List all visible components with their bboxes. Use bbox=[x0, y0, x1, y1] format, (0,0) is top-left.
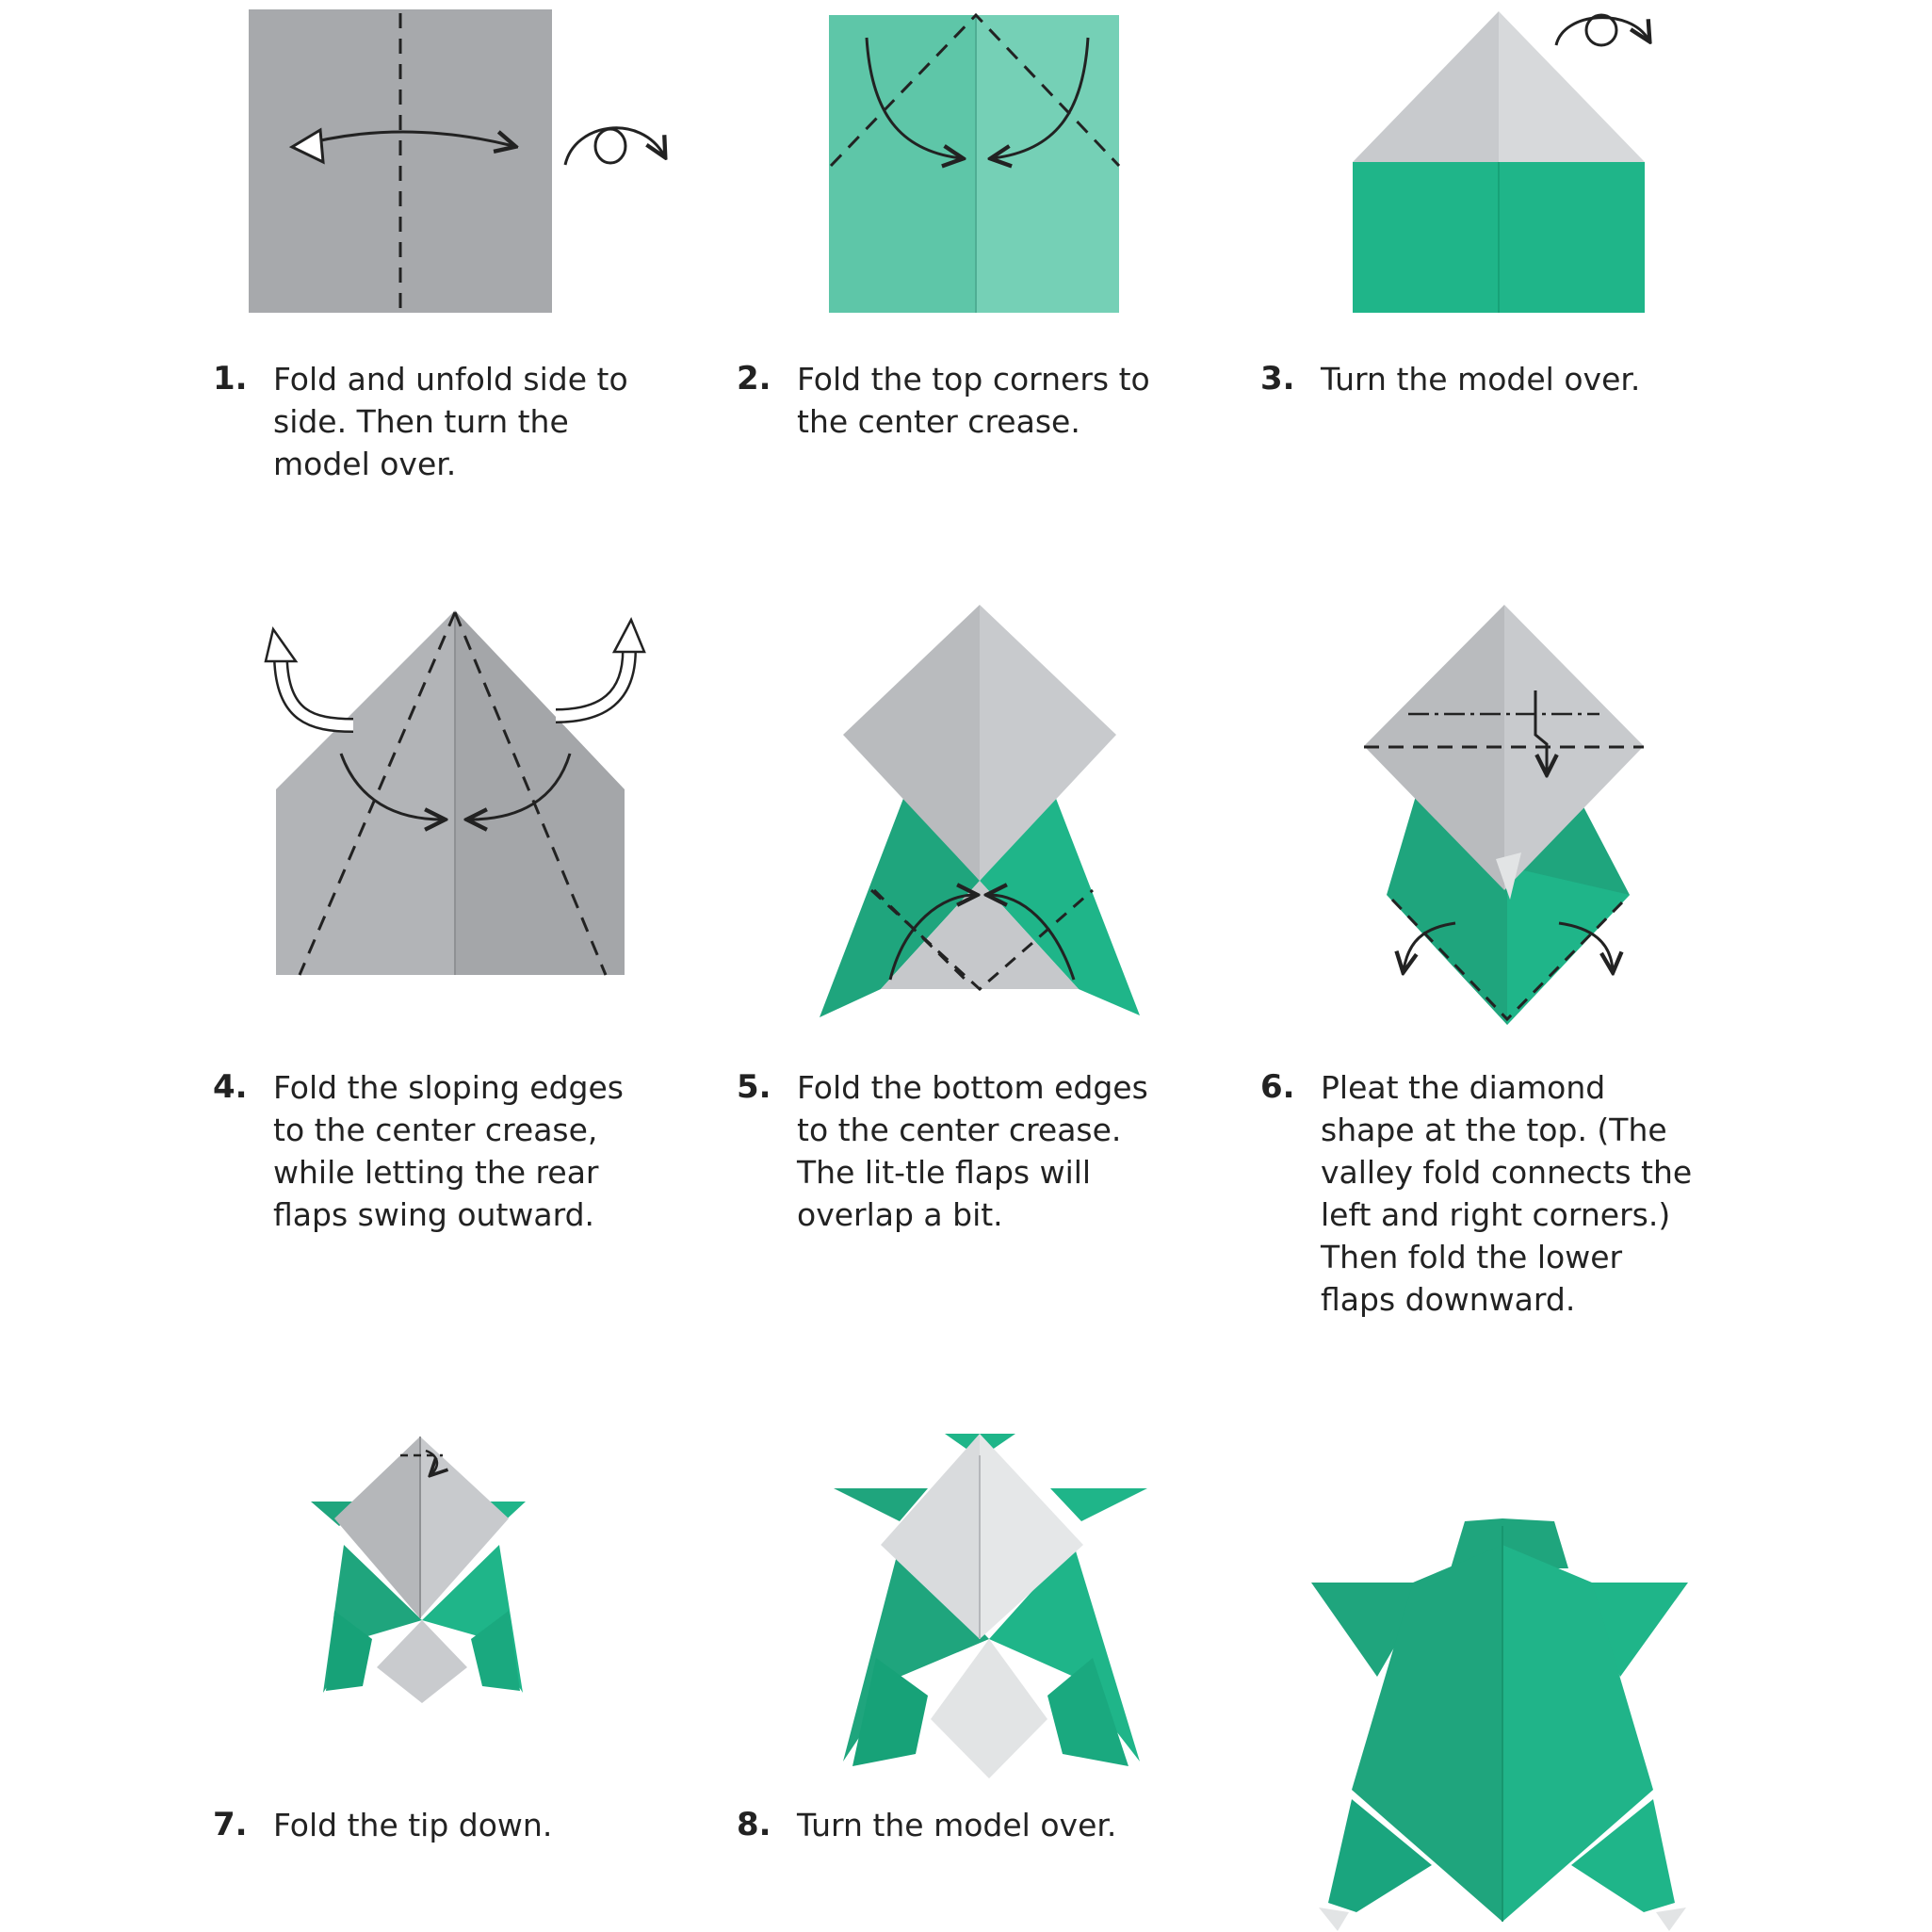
step-number: 8. bbox=[737, 1806, 771, 1843]
step-number: 7. bbox=[213, 1806, 248, 1843]
gray-triangle-right bbox=[1499, 11, 1645, 162]
white-tip-left bbox=[1319, 1908, 1349, 1931]
step-text: Fold the top corners to the center crease. bbox=[797, 361, 1150, 440]
step-number: 6. bbox=[1260, 1068, 1295, 1106]
step-text: Fold and unfold side to side. Then turn the model over. bbox=[273, 361, 628, 482]
step-8-diagram bbox=[834, 1434, 1147, 1778]
green-square-paper-right bbox=[976, 15, 1119, 313]
gray-square-paper bbox=[249, 9, 552, 313]
green-square-paper-left bbox=[829, 15, 976, 313]
step-text: Pleat the diamond shape at the top. (The valley fold connects the left and right corners.) Then fold the lower flaps downward. bbox=[1321, 1069, 1693, 1318]
step-8-caption bbox=[737, 1804, 1179, 1846]
step-text: Fold the sloping edges to the center crease, while letting the rear flaps swing outward. bbox=[273, 1069, 624, 1233]
swing-arrow-icon bbox=[556, 620, 644, 716]
step-1-diagram bbox=[249, 9, 664, 313]
step-4-diagram bbox=[266, 610, 644, 975]
white-tip-right bbox=[1656, 1908, 1686, 1931]
swing-arrow-icon bbox=[266, 629, 353, 725]
gray-model-right bbox=[455, 610, 625, 975]
step-3-caption bbox=[1260, 358, 1703, 400]
turn-over-icon bbox=[1556, 15, 1648, 45]
step-1-caption bbox=[213, 358, 656, 485]
step-number: 2. bbox=[737, 360, 771, 398]
step-text: Turn the model over. bbox=[797, 1807, 1117, 1843]
step-3-diagram bbox=[1353, 11, 1648, 313]
step-6-caption bbox=[1260, 1066, 1703, 1321]
step-text: Fold the tip down. bbox=[273, 1807, 553, 1843]
white-bottom bbox=[931, 1639, 1047, 1778]
step-2-caption bbox=[737, 358, 1179, 443]
step-text: Turn the model over. bbox=[1321, 361, 1641, 398]
step-number: 1. bbox=[213, 360, 248, 398]
finished-turtle-diagram bbox=[1311, 1518, 1688, 1931]
step-number: 5. bbox=[737, 1068, 771, 1106]
step-7-caption bbox=[213, 1804, 656, 1846]
step-4-caption bbox=[213, 1066, 656, 1236]
step-5-caption bbox=[737, 1066, 1179, 1236]
gray-triangle-left bbox=[1353, 11, 1499, 162]
step-text: Fold the bottom edges to the center crease. The lit-tle flaps will overlap a bit. bbox=[797, 1069, 1148, 1233]
step-2-diagram bbox=[829, 15, 1119, 313]
step-number: 3. bbox=[1260, 360, 1295, 398]
turn-over-icon bbox=[565, 128, 664, 165]
gray-bottom bbox=[377, 1620, 467, 1703]
step-6-diagram bbox=[1364, 605, 1644, 1025]
step-number: 4. bbox=[213, 1068, 248, 1106]
green-side-flap-right bbox=[1050, 1488, 1147, 1521]
step-7-diagram bbox=[311, 1437, 526, 1703]
step-5-diagram bbox=[820, 605, 1140, 1017]
